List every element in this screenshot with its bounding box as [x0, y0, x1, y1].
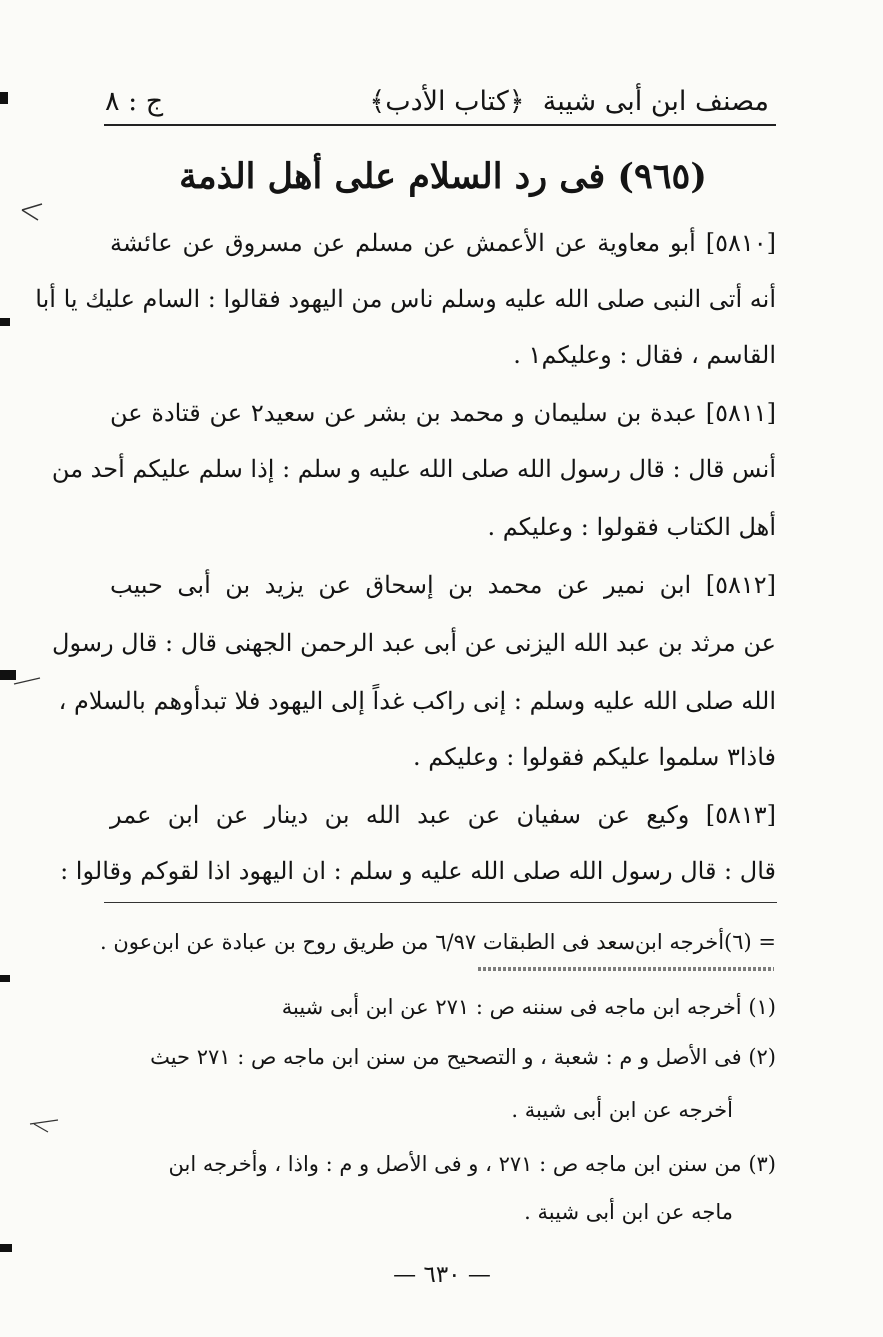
header-divider: [104, 124, 776, 126]
text-line: عن مرثد بن عبد الله اليزنى عن أبى عبد الرحمن الجهنى قال : قال رسول: [52, 629, 776, 657]
scan-margin-marks: [0, 0, 60, 1337]
margin-tick: [22, 204, 42, 220]
page-number: — ٦٣٠ —: [393, 1262, 491, 1288]
footnote-divider: [104, 902, 777, 903]
margin-dot: [0, 318, 10, 326]
chapter-title: (٩٦٥) فى رد السلام على أهل الذمة: [179, 156, 707, 197]
text-line: أنس قال : قال رسول الله صلى الله عليه و سلم : إذا سلم عليكم أحد من: [51, 455, 776, 483]
footnote-line: ماجه عن ابن أبى شيبة .: [524, 1200, 733, 1224]
footnote-separator: [478, 967, 774, 971]
text-line: قال : قال رسول الله صلى الله عليه و سلم : ان اليهود اذا لقوكم وقالوا :: [60, 857, 776, 885]
margin-dot: [0, 1244, 12, 1252]
text-line: [٥٨١١] عبدة بن سليمان و محمد بن بشر عن سعيد٢ عن قتادة عن: [110, 399, 776, 427]
volume-label: ج : ٨: [105, 86, 164, 117]
text-line: القاسم ، فقال : وعليكم١ .: [513, 341, 776, 369]
text-line: [٥٨١٠] أبو معاوية عن الأعمش عن مسلم عن مسروق عن عائشة: [110, 229, 777, 257]
text-line: [٥٨١٢] ابن نمير عن محمد بن إسحاق عن يزيد بن أبى حبيب: [110, 571, 776, 599]
book-section-title: ﴿كتاب الأدب﴾: [369, 86, 525, 117]
footnote-line: أخرجه عن ابن أبى شيبة .: [511, 1098, 733, 1122]
margin-dot: [0, 92, 8, 104]
text-line: أهل الكتاب فقولوا : وعليكم .: [487, 513, 776, 541]
margin-dot: [0, 975, 10, 982]
text-line: فاذا٣ سلموا عليكم فقولوا : وعليكم .: [413, 743, 776, 771]
footnote-line: (٢) فى الأصل و م : شعبة ، و التصحيح من سنن ابن ماجه ص : ٢٧١ حيث: [150, 1045, 776, 1069]
text-line: [٥٨١٣] وكيع عن سفيان عن عبد الله بن دينار عن ابن عمر: [110, 801, 776, 829]
source-title: مصنف ابن أبى شيبة: [542, 86, 769, 117]
text-line: أنه أتى النبى صلى الله عليه وسلم ناس من اليهود فقالوا : السام عليك يا أبا: [35, 285, 776, 313]
margin-dot: [0, 670, 16, 680]
footnote-line: (١) أخرجه ابن ماجه فى سننه ص : ٢٧١ عن ابن أبى شيبة: [281, 995, 776, 1019]
footnote-line: (٣) من سنن ابن ماجه ص : ٢٧١ ، و فى الأصل و م : واذا ، وأخرجه ابن: [168, 1152, 776, 1176]
margin-tick: [14, 678, 40, 684]
footnote-line: = (٦)أخرجه ابن‌سعد فى الطبقات ٦/٩٧ من طريق روح بن عبادة عن ابن‌عون .: [99, 930, 776, 954]
text-line: الله صلى الله عليه وسلم : إنى راكب غداً إلى اليهود فلا تبدأوهم بالسلام ،: [58, 687, 776, 715]
margin-tick: [30, 1120, 58, 1132]
